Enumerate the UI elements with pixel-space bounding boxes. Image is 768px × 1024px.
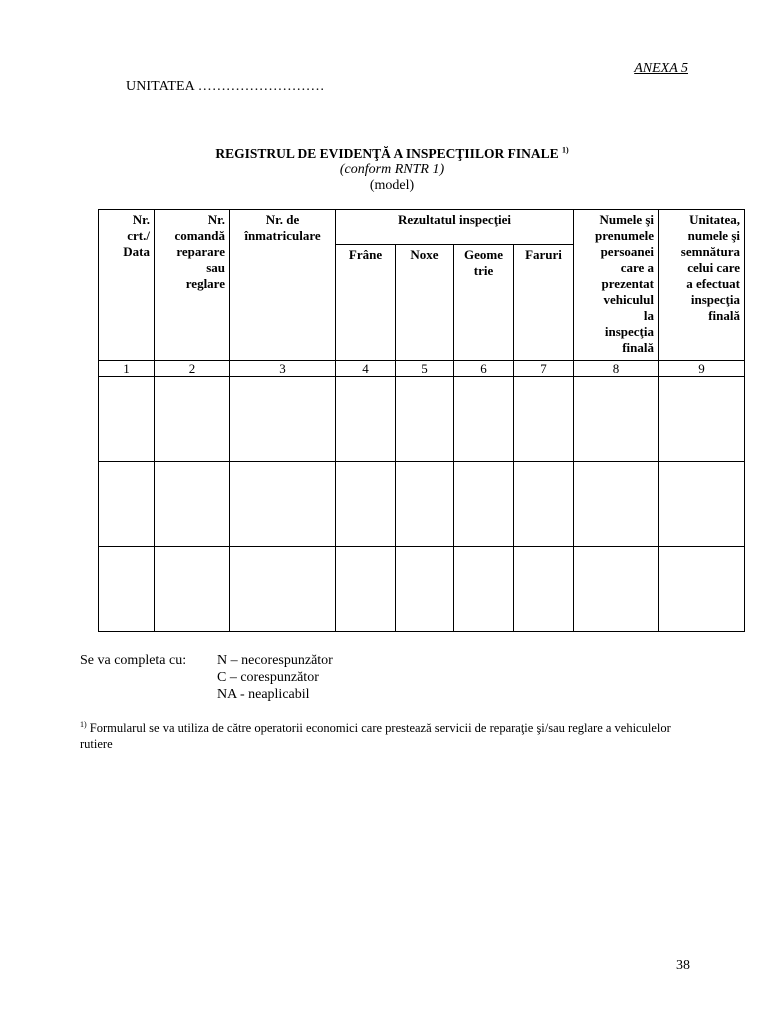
header-col-8-line: vehiculul (603, 292, 655, 307)
blank-cell[interactable] (336, 462, 396, 547)
blank-cell[interactable] (659, 462, 745, 547)
table-row (99, 547, 745, 632)
blank-cell[interactable] (230, 547, 336, 632)
header-col-8-line: inspecţia (604, 324, 655, 339)
legend-first-line (80, 652, 333, 669)
header-col-9-line: celui care (687, 260, 741, 275)
header-col-9-line: a efectuat (686, 276, 741, 291)
header-col-7-text: Faruri (525, 247, 562, 262)
header-col-3-line: Nr. de (265, 212, 300, 227)
header-col-6 (454, 245, 514, 361)
blank-cell[interactable] (454, 377, 514, 462)
blank-cell[interactable] (574, 547, 659, 632)
column-number: 9 (659, 361, 745, 377)
header-col-8 (574, 210, 659, 361)
header-col-8-line: persoanei (600, 244, 655, 259)
document-title-text: REGISTRUL DE EVIDENŢĂ A INSPECŢIILOR FINALE (215, 146, 559, 161)
blank-cell[interactable] (659, 547, 745, 632)
blank-cell[interactable] (574, 462, 659, 547)
header-col-5-text: Noxe (410, 247, 439, 262)
blank-cell[interactable] (336, 547, 396, 632)
header-col-8-line: la (643, 308, 655, 323)
document-subtitle: (conform RNTR 1) (339, 162, 445, 177)
header-col-2-line: Nr. (207, 212, 225, 227)
header-col-9-line: inspecţia (690, 292, 741, 307)
header-col-8-line: prenumele (595, 228, 655, 243)
legend-label: Se va completa cu: (80, 653, 187, 668)
table-row (99, 462, 745, 547)
header-col-9-line: finală (708, 308, 741, 323)
annex-label: ANEXA 5 (634, 61, 688, 76)
unit-line: UNITATEA ……………………… (126, 79, 325, 94)
header-col-8-line: finală (622, 340, 655, 355)
header-col-6-line: trie (473, 263, 494, 278)
header-col-4 (336, 245, 396, 361)
blank-cell[interactable] (155, 377, 230, 462)
header-col-3-line: înmatriculare (244, 228, 321, 243)
column-number-row (99, 361, 745, 377)
blank-cell[interactable] (514, 462, 574, 547)
header-col-9-line: numele şi (687, 228, 741, 243)
header-col-1-line: Nr. (132, 212, 150, 227)
blank-cell[interactable] (514, 377, 574, 462)
blank-cell[interactable] (454, 462, 514, 547)
header-col-9-line: semnătura (680, 244, 741, 259)
blank-cell[interactable] (396, 377, 454, 462)
document-title (100, 145, 684, 162)
header-col-9 (659, 210, 745, 361)
register-table (98, 209, 745, 632)
blank-cell[interactable] (396, 547, 454, 632)
header-col-8-line: prezentat (601, 276, 655, 291)
table-row (99, 377, 745, 462)
header-col-1-line: crt./ (127, 228, 150, 243)
header-col-6-line: Geome (464, 247, 503, 262)
footnote (80, 720, 700, 752)
header-col-3 (230, 210, 336, 361)
legend (80, 652, 333, 703)
header-col-5 (396, 245, 454, 361)
header-col-9-line: Unitatea, (689, 212, 741, 227)
model-label: (model) (369, 178, 415, 193)
header-col-2-line: comandă (174, 228, 225, 243)
header-col-4-text: Frâne (348, 247, 383, 262)
blank-cell[interactable] (99, 377, 155, 462)
blank-cell[interactable] (574, 377, 659, 462)
blank-cell[interactable] (396, 462, 454, 547)
header-col-8-line: Numele şi (599, 212, 655, 227)
header-col-1-line: Data (123, 244, 150, 259)
header-col-2-line: reglare (185, 276, 225, 291)
blank-cell[interactable] (230, 462, 336, 547)
blank-cell[interactable] (155, 462, 230, 547)
legend-item: C – corespunzător (217, 670, 319, 685)
column-number: 6 (454, 361, 514, 377)
header-col-2-line: reparare (176, 244, 225, 259)
column-number: 7 (514, 361, 574, 377)
blank-cell[interactable] (99, 547, 155, 632)
header-col-7 (514, 245, 574, 361)
header-row-1 (99, 210, 745, 245)
column-number: 2 (155, 361, 230, 377)
column-number: 5 (396, 361, 454, 377)
column-number: 3 (230, 361, 336, 377)
blank-cell[interactable] (514, 547, 574, 632)
header-inspection-results-text: Rezultatul inspecţiei (398, 212, 512, 227)
legend-item: N – necorespunzător (217, 653, 333, 668)
legend-item: NA - neaplicabil (217, 687, 310, 702)
title-footnote-mark: 1) (561, 145, 569, 155)
column-number: 4 (336, 361, 396, 377)
blank-cell[interactable] (454, 547, 514, 632)
blank-cell[interactable] (336, 377, 396, 462)
header-inspection-results (336, 210, 574, 245)
header-col-1 (99, 210, 155, 361)
footnote-text: Formularul se va utiliza de către operatorii economici care prestează servicii de reparaţie şi/sau reglare a vehiculelor rutiere (80, 721, 671, 751)
blank-cell[interactable] (99, 462, 155, 547)
header-col-2-line: sau (206, 260, 225, 275)
column-number: 8 (574, 361, 659, 377)
header-col-8-line: care a (620, 260, 655, 275)
title-block (100, 145, 684, 194)
column-number: 1 (99, 361, 155, 377)
page-number: 38 (676, 958, 690, 973)
header-col-2 (155, 210, 230, 361)
blank-cell[interactable] (230, 377, 336, 462)
blank-cell[interactable] (155, 547, 230, 632)
footnote-mark: 1) (80, 719, 87, 729)
blank-cell[interactable] (659, 377, 745, 462)
